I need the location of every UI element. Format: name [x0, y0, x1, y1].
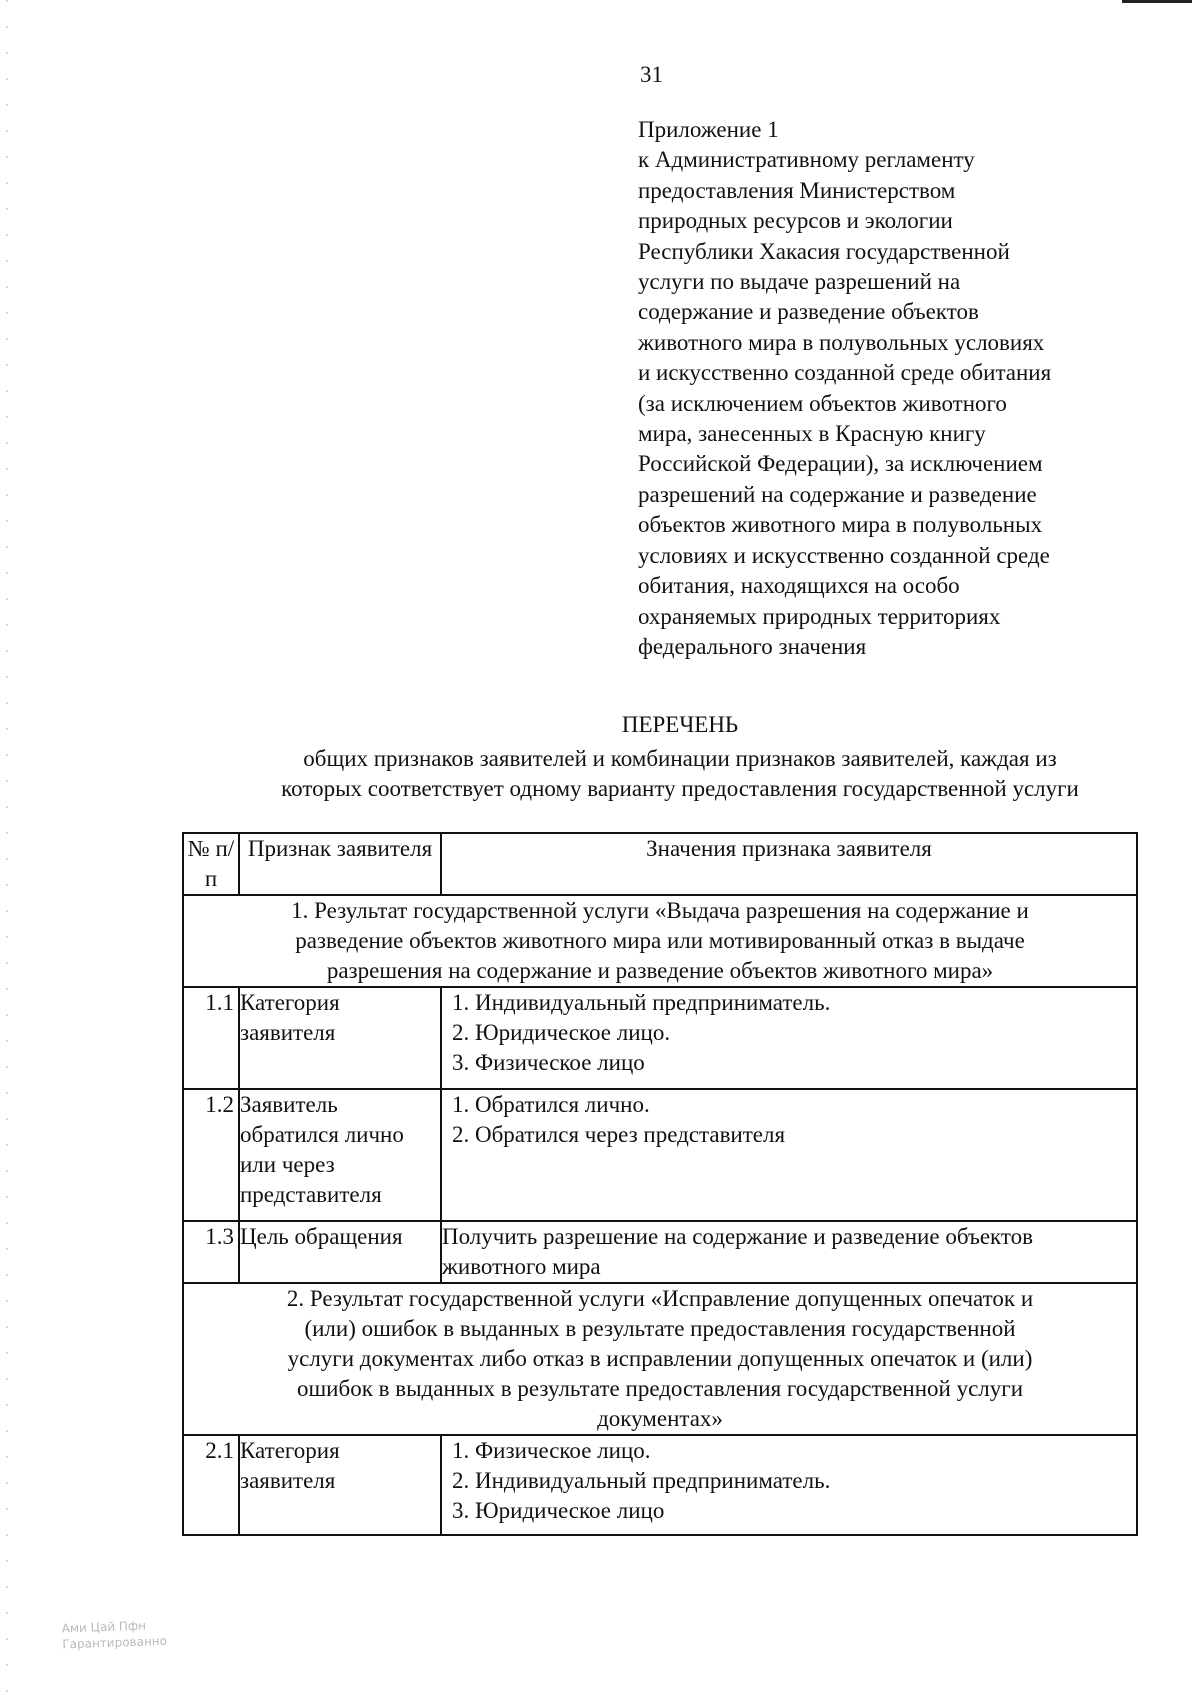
document-title: ПЕРЕЧЕНЬ — [621, 712, 739, 737]
row-sign — [239, 987, 441, 1089]
appendix-line: мира, занесенных в Красную книгу — [638, 421, 986, 447]
appendix-line: животного мира в полувольных условиях — [638, 329, 1045, 355]
sign-line: заявителя — [240, 1020, 336, 1045]
row-number: 1.1 — [183, 987, 239, 1089]
subtitle-line: которых соответствует одному варианту предоставления государственной услуги — [281, 776, 1079, 801]
row-sign — [239, 1435, 441, 1535]
row-number: 1.2 — [183, 1089, 239, 1221]
appendix-line: к Административному регламенту — [638, 147, 975, 173]
row-values — [441, 987, 1137, 1089]
row-values — [441, 1221, 1137, 1283]
stamp-line: Ами Цай Пфн — [61, 1618, 147, 1636]
appendix-line: Приложение 1 — [638, 117, 779, 142]
scan-margin-dots — [6, 0, 8, 1698]
section-title-1 — [183, 895, 1137, 987]
header-number: № п/п — [183, 833, 239, 895]
appendix-line: условиях и искусственно созданной среде — [638, 542, 1050, 568]
sign-line: Цель обращения — [240, 1224, 403, 1249]
value-item: животного мира — [442, 1254, 601, 1279]
table-row — [183, 987, 1137, 1089]
value-item: Получить разрешение на содержание и разведение объектов — [442, 1224, 1034, 1249]
appendix-line: содержание и разведение объектов — [638, 299, 979, 325]
row-values — [441, 1089, 1137, 1221]
section-line: (или) ошибок в выданных в результате предоставления государственной — [304, 1316, 1016, 1341]
section-row-1 — [183, 895, 1137, 987]
table-row — [183, 1221, 1137, 1283]
value-item: 3. Юридическое лицо — [452, 1498, 665, 1523]
sign-line: Категория — [240, 1438, 340, 1463]
appendix-line: услуги по выдаче разрешений на — [638, 269, 961, 295]
sign-line: Заявитель — [240, 1092, 338, 1117]
appendix-line: федерального значения — [638, 633, 867, 659]
row-number: 1.3 — [183, 1221, 239, 1283]
value-item: 3. Физическое лицо — [452, 1050, 645, 1075]
sign-line: представителя — [240, 1182, 382, 1207]
sign-line: Категория — [240, 990, 340, 1015]
appendix-line: Российской Федерации), за исключением — [638, 451, 1043, 477]
appendix-line: и искусственно созданной среде обитания — [638, 360, 1052, 386]
section-row-2 — [183, 1283, 1137, 1435]
section-line: услуги документах либо отказ в исправлении допущенных опечаток и (или) — [287, 1346, 1033, 1371]
appendix-header — [638, 115, 1158, 662]
value-item: 1. Индивидуальный предприниматель. — [452, 990, 831, 1015]
header-values: Значения признака заявителя — [441, 833, 1137, 895]
applicant-criteria-table — [182, 832, 1138, 1536]
section-line: документах» — [597, 1406, 723, 1431]
section-line: разрешения на содержание и разведение объектов животного мира» — [326, 958, 994, 983]
row-number: 2.1 — [183, 1435, 239, 1535]
appendix-line: предоставления Министерством — [638, 177, 956, 203]
appendix-line: охраняемых природных территориях — [638, 603, 1001, 629]
value-item: 2. Юридическое лицо. — [452, 1020, 671, 1045]
value-item: 2. Индивидуальный предприниматель. — [452, 1468, 831, 1493]
sign-line: или через — [240, 1152, 335, 1177]
subtitle-line: общих признаков заявителей и комбинации признаков заявителей, каждая из — [303, 746, 1057, 771]
section-title-2 — [183, 1283, 1137, 1435]
appendix-line: объектов животного мира в полувольных — [638, 512, 1043, 538]
row-values — [441, 1435, 1137, 1535]
document-subtitle — [150, 744, 1200, 804]
appendix-line: обитания, находящихся на особо — [638, 573, 960, 599]
faint-stamp — [61, 1616, 202, 1653]
stamp-line: Гарантированно — [62, 1633, 168, 1652]
appendix-line: природных ресурсов и экологии — [638, 208, 953, 234]
sign-line: обратился лично — [240, 1122, 404, 1147]
section-line: разведение объектов животного мира или мотивированный отказ в выдаче — [295, 928, 1025, 953]
value-item: 2. Обратился через представителя — [452, 1122, 786, 1147]
sign-line: заявителя — [240, 1468, 336, 1493]
value-item: 1. Обратился лично. — [452, 1092, 650, 1117]
page-number: 31 — [640, 62, 663, 87]
section-line: 1. Результат государственной услуги «Выдача разрешения на содержание и — [291, 898, 1029, 923]
table-row — [183, 1089, 1137, 1221]
scan-edge-mark — [1122, 0, 1192, 3]
row-sign — [239, 1221, 441, 1283]
appendix-line: разрешений на содержание и разведение — [638, 481, 1037, 507]
section-line: ошибок в выданных в результате предоставления государственной услуги — [296, 1376, 1024, 1401]
value-item: 1. Физическое лицо. — [452, 1438, 651, 1463]
table-header-row — [183, 833, 1137, 895]
header-sign: Признак заявителя — [239, 833, 441, 895]
appendix-line: Республики Хакасия государственной — [638, 238, 1010, 264]
section-line: 2. Результат государственной услуги «Исправление допущенных опечаток и — [286, 1286, 1034, 1311]
appendix-line: (за исключением объектов животного — [638, 390, 1007, 416]
row-sign — [239, 1089, 441, 1221]
table-row — [183, 1435, 1137, 1535]
